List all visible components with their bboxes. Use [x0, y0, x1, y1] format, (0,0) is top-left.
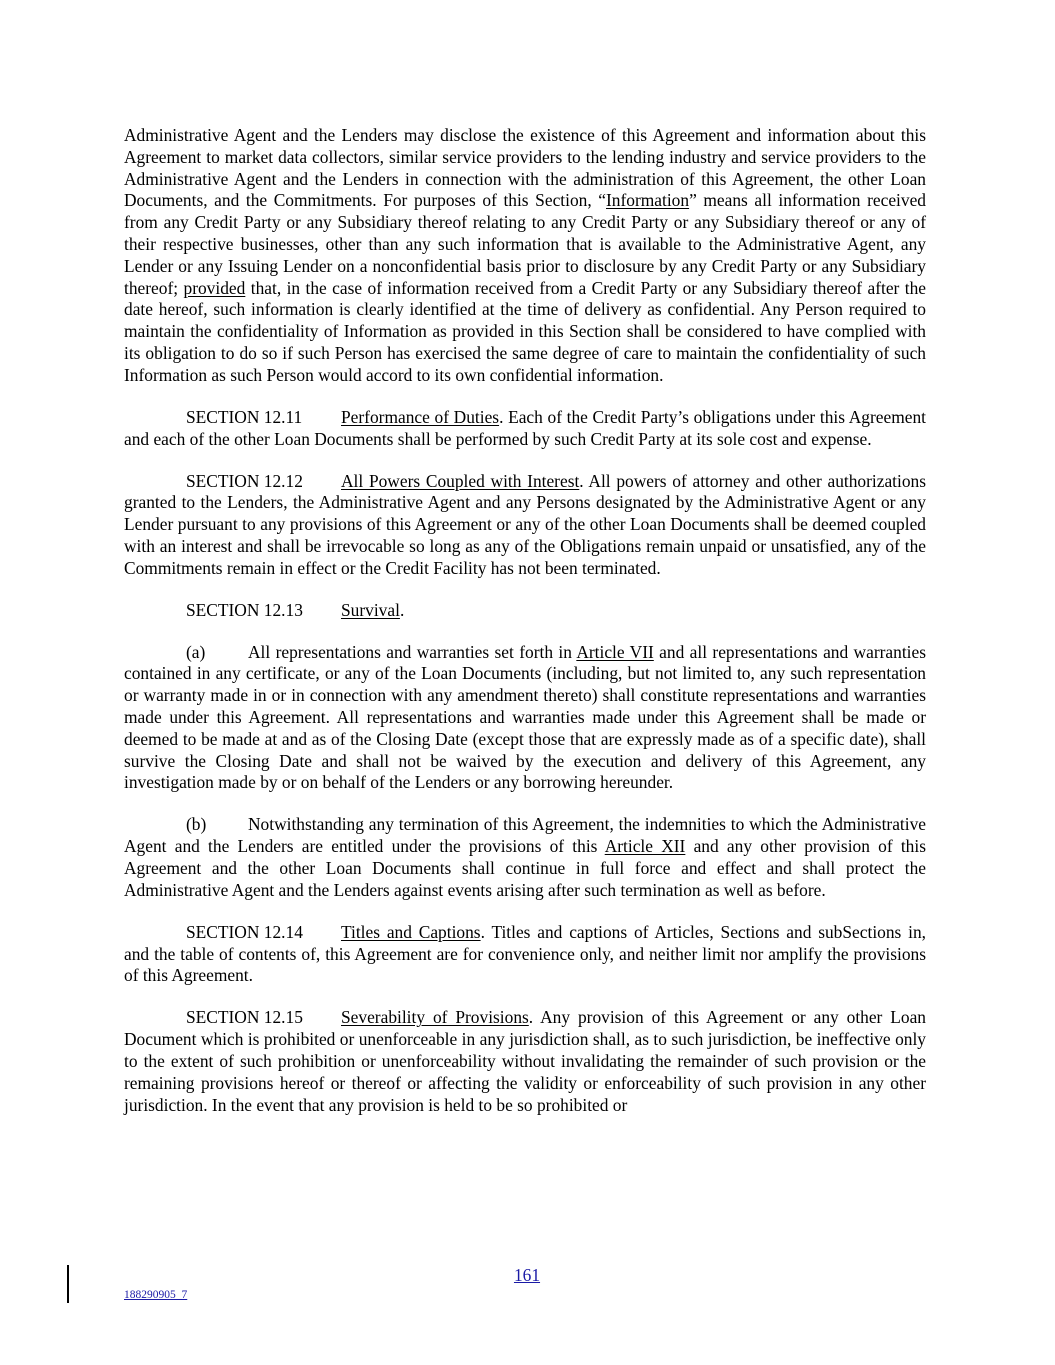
section-12-13-b: (b) Notwithstanding any termination of this Agreement, the indemnities to which the Administrative Agent and the Lenders are entitled under the provisions of this Article XII and any other provision of this Agreement and the other Loan Documents shall continue in full force and effect and shall protect the Administrative Agent and the Lenders against events arising after such termination as well as before.	[124, 814, 926, 900]
section-title: Survival	[341, 599, 400, 620]
section-body: . Any provision of this Agreement or any other Loan Document which is prohibited or unenforceable in any jurisdiction shall, as to such jurisdiction, be ineffective only to the extent of such prohibition or unenforceability without invalidating the remainder of such provision or the remaining provisions hereof or thereof or affecting the validity or enforceability of such provision in any other jurisdiction. In the event that any provision is held to be so prohibited or	[124, 1007, 926, 1115]
paragraph-confidentiality-continued: Administrative Agent and the Lenders may disclose the existence of this Agreement and information about this Agreement to market data collectors, similar service providers to the lending industry and service providers to the Administrative Agent and the Lenders in connection with the administration of this Agreement, the other Loan Documents, and the Commitments. For purposes of this Section, “Information” means all information received from any Credit Party or any Subsidiary thereof relating to any Credit Party or any Subsidiary thereof or any of their respective businesses, other than any such information that is available to the Administrative Agent, any Lender or any Issuing Lender on a nonconfidential basis prior to disclosure by any Credit Party or any Subsidiary thereof; provided that, in the case of information received from a Credit Party or any Subsidiary thereof after the date hereof, such information is clearly identified at the time of delivery as confidential. Any Person required to maintain the confidentiality of Information as provided in this Section shall be considered to have complied with its obligation to do so if such Person has exercised the same degree of care to maintain the confidentiality of such Information as such Person would accord to its own confidential information.	[124, 125, 927, 385]
section-number: SECTION 12.11	[186, 406, 303, 427]
document-body	[124, 125, 926, 1137]
page-number[interactable]: 161	[513, 1265, 541, 1285]
section-title: Severability of Provisions	[341, 1007, 529, 1028]
section-body: . Each of the Credit Party’s obligations under this Agreement and each of the other Loan Documents shall be performed by such Credit Party at its sole cost and expense.	[124, 406, 926, 449]
section-12-12	[124, 471, 926, 580]
term-provided: provided	[183, 277, 246, 298]
section-12-13	[124, 600, 926, 622]
section-number: SECTION 12.12	[186, 470, 303, 491]
section-title: Titles and Captions	[341, 921, 481, 942]
section-12-13-a: (a) All representations and warranties set forth in Article VII and all representations and warranties contained in any certificate, or any of the Loan Documents (including, but not limited to, any such representation or warranty made in or in connection with any amendment thereto) shall constitute representations and warranties made under this Agreement. All representations and warranties made under this Agreement shall be made or deemed to be made at and as of the Closing Date (except those that are expressly made as of a specific date), shall survive the Closing Date and shall not be waived by the execution and delivery of this Agreement, any investigation made by or on behalf of the Lenders or any borrowing hereunder.	[124, 641, 926, 793]
ref-article-vii: Article VII	[576, 641, 654, 662]
document-id[interactable]: 188290905_7	[124, 1289, 188, 1301]
section-12-14	[124, 922, 926, 987]
section-body: . All powers of attorney and other authorizations granted to the Lenders, the Administrative Agent and any Persons designated by the Administrative Agent or any Lender pursuant to any provisions of this Agreement or any of the other Loan Documents shall be deemed coupled with an interest and shall be irrevocable so long as any of the Obligations remain unpaid or unsatisfied, any of the Commitments remain in effect or the Credit Facility has not been terminated.	[124, 470, 926, 578]
term-information: Information	[606, 190, 690, 211]
change-bar	[67, 1265, 69, 1303]
section-title: Performance of Duties	[341, 406, 500, 427]
section-number: SECTION 12.14	[186, 921, 303, 942]
subsection-label: (a)	[186, 641, 206, 662]
section-12-11	[124, 407, 926, 451]
section-number: SECTION 12.13	[186, 599, 303, 620]
section-body: . Titles and captions of Articles, Sections and subSections in, and the table of contents of, this Agreement are for convenience only, and neither limit nor amplify the provisions of this Agreement.	[124, 921, 926, 986]
section-number: SECTION 12.15	[186, 1007, 303, 1028]
ref-article-xii: Article XII	[604, 836, 686, 857]
section-12-15	[124, 1007, 926, 1116]
section-title: All Powers Coupled with Interest	[341, 470, 580, 491]
subsection-label: (b)	[186, 814, 207, 835]
section-body: .	[399, 599, 405, 620]
